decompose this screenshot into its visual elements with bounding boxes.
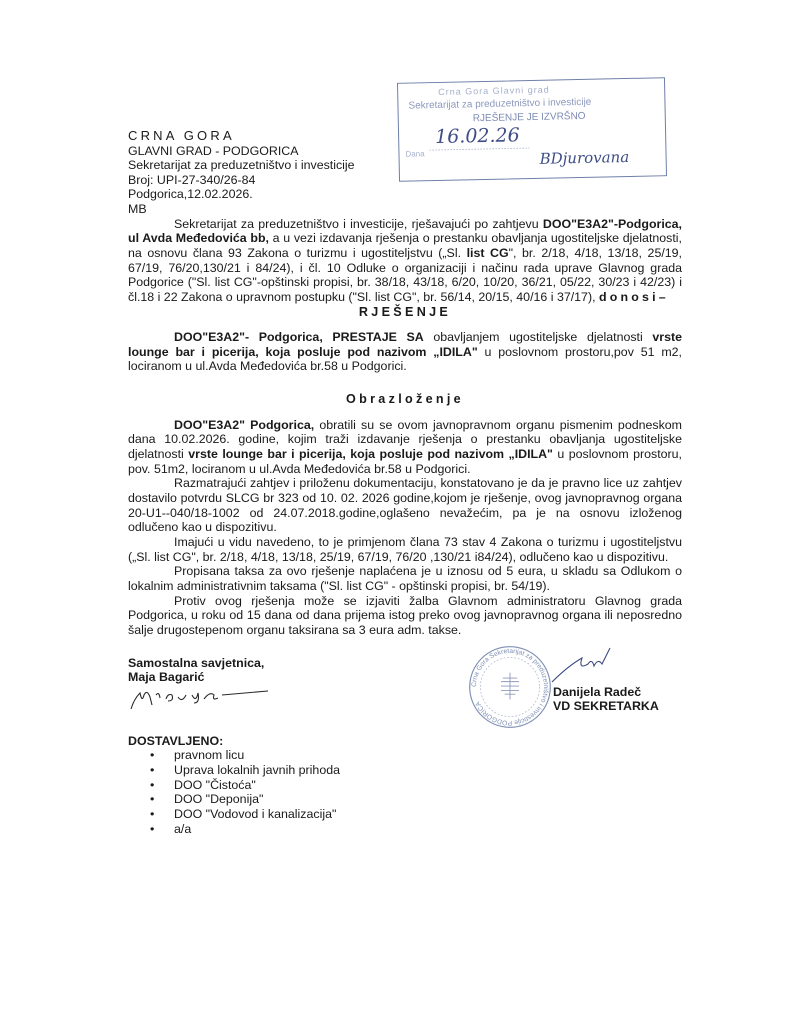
distribution-item xyxy=(150,763,682,778)
signature-left xyxy=(128,656,278,717)
decision-paragraph xyxy=(128,330,682,374)
handwritten-signature-left xyxy=(128,685,278,713)
explanation-heading: Obrazloženje xyxy=(346,392,464,407)
explanation-bold-2: vrste lounge bar i picerija, koja posluje pod nazivom „IDILA" xyxy=(188,447,553,462)
distribution-items xyxy=(128,748,682,836)
stamp-line-3: RJEŠENJE JE IZVRŠNO xyxy=(472,110,586,125)
distribution-item-label: a/a xyxy=(174,821,192,836)
explanation-paragraph-2: Razmatrajući zahtjev i priloženu dokumentaciju, konstatovano je da je pravno lice uz zahtjev dostavilo potvrdu SLCG br 323 od 10. 02. 2026 godine,kojom je rješenje, ovog javnopravnog organa 20-U1--040/18-1002 od 24.07.2018.godine,oglašeno nevažećim, pa je na osnovu izloženog odlučeno kao u dispozitivu. xyxy=(128,476,682,535)
signatory-left-name: Maja Bagarić xyxy=(128,670,205,685)
distribution-item xyxy=(150,792,682,807)
intro-donosi: donosi– xyxy=(598,289,669,304)
intro-text-2: a u vezi izdavanja rješenja o prestanku obavljanja ugostiteljske djelatnosti, na osnovu xyxy=(128,231,682,260)
explanation-paragraph-4: Propisana taksa za ovo rješenje naplaćena je u iznosu od 5 eura, u skladu sa Odlukom o lokalnim administrativnim taksama ("Sl. list CG" - opštinski propisi, br. 54/19). xyxy=(128,564,682,593)
distribution-title: DOSTAVLJENO: xyxy=(128,733,224,748)
bullet-icon: • xyxy=(150,777,155,792)
signatory-right-title: VD SEKRETARKA xyxy=(553,699,659,714)
intro-text-1: Sekretarijat za preduzetništvo i investicije, rješavajući po zahtjevu xyxy=(174,216,543,231)
handwritten-signature-right xyxy=(548,644,618,684)
explanation-paragraph-3: Imajući u vidu navedeno, to je primjenom člana 73 stav 4 Zakona o turizmu i ugostiteljstvu („Sl. list CG", br. 2/18, 4/18, 13/18, 25/19, 67/19, 76/20 ,130/21 i84/24), odlučeno kao u dispozitivu. xyxy=(128,535,682,564)
bullet-icon: • xyxy=(150,762,155,777)
bullet-icon: • xyxy=(150,748,155,763)
distribution-item-label: Uprava lokalnih javnih prihoda xyxy=(174,762,340,777)
explanation-applicant: DOO"E3A2" Podgorica, xyxy=(174,417,315,432)
header-place-date: Podgorica,12.02.2026. xyxy=(128,187,253,202)
signature-right xyxy=(553,685,659,714)
signature-row xyxy=(128,647,682,726)
distribution-item xyxy=(150,748,682,763)
distribution-item-label: DOO "Vodovod i kanalizacija" xyxy=(174,806,337,821)
explanation-text-2: u poslovnom prostoru, pov. 51m2, lociranom u ul.Avda Međedovića br.58 u Podgorici. xyxy=(128,447,682,476)
stamp-date-label: Dana xyxy=(405,149,425,159)
distribution-list xyxy=(128,734,682,837)
distribution-item xyxy=(150,778,682,793)
header-initials: MB xyxy=(128,201,147,216)
intro-section xyxy=(128,217,682,320)
decision-bold-1: DOO"E3A2"- Podgorica, PRESTAJE SA xyxy=(174,330,424,345)
seal-emblem xyxy=(501,672,519,699)
intro-paragraph xyxy=(128,217,682,305)
intro-text-clana: člana xyxy=(192,245,223,260)
stamp-line-1: Crna Gora Glavni grad xyxy=(438,84,550,97)
explanation-paragraph-1 xyxy=(128,418,682,477)
signatory-right-name: Danijela Radeč xyxy=(553,684,642,699)
explanation-paragraph-5: Protiv ovog rješenja može se izjaviti žalba Glavnom administratoru Glavnog grada Podgorica, u roku od 15 dana od dana prijema istog preko ovog javnopravnog organa ili neposredno šalje drugostepenom organu taksirana sa 3 eura adm. takse. xyxy=(128,593,682,637)
decision-bold-2: vrste lounge bar i picerija, koja posluje pod nazivom „IDILA" xyxy=(128,330,682,359)
header-number: Broj: UPI-27-340/26-84 xyxy=(128,172,256,187)
distribution-item-label: DOO "Čistoća" xyxy=(174,777,256,792)
distribution-item-label: pravnom licu xyxy=(174,748,245,763)
header-department: Sekretarijat za preduzetništvo i investicije xyxy=(128,158,355,173)
bullet-icon: • xyxy=(150,821,155,836)
signatory-left-title: Samostalna savjetnica, xyxy=(128,655,265,670)
document-body xyxy=(128,129,682,836)
decision-heading: RJEŠENJE xyxy=(358,304,452,319)
intro-text-4: ", br. 2/18, 4/18, 13/18, 25/19, 67/19, 76/20,130/21 i 84/24), i čl. 10 Odluke o organizaciji i načinu rada uprave Glavnog grada Podgorice ("Sl. list CG"-opštinski propisi, br. 38/18, 43/18, 6/20, 10/20, 36/21, 05/22, 30/23 i 42/23) i čl.18 i 22 Zakona o upravnom postupku ("Sl. list CG", br. 56/14, 20/15, 40/16 i 37/17), xyxy=(128,245,682,304)
intro-applicant: DOO"E3A2"-Podgorica, ul Avda Međedovića bb, xyxy=(128,216,682,246)
stamp-line-2: Sekretarijat za preduzetništvo i investicije xyxy=(408,96,592,112)
bullet-icon: • xyxy=(150,792,155,807)
official-round-seal xyxy=(467,644,553,730)
stamp-date: 16.02.26 xyxy=(434,124,520,149)
stamp-signature: BDjurovana xyxy=(539,147,630,168)
header-country: CRNA GORA xyxy=(128,128,235,143)
bullet-icon: • xyxy=(150,806,155,821)
distribution-item-label: DOO "Deponija" xyxy=(174,792,264,807)
distribution-item xyxy=(150,807,682,822)
decision-text-2: u poslovnom prostoru,pov 51 m2, lociranom u ul.Avda Međedovića br.58 u Podgorici. xyxy=(128,344,682,374)
explanation-text-1: obratili su se ovom javnopravnom organu pismenim podneskom dana 10.02.2026. godine, kojim traži izdavanje rješenja o prestanku obavljanja ugostiteljske djelatnosti xyxy=(128,417,682,462)
decision-text-1: obavljanjem ugostiteljske djelatnosti xyxy=(423,330,653,345)
document-header xyxy=(128,129,378,217)
header-city: GLAVNI GRAD - PODGORICA xyxy=(128,143,299,158)
explanation-section xyxy=(128,392,682,638)
intro-text-3: 93 Zakona o turizmu i ugostiteljstvu („Sl. xyxy=(222,245,467,260)
distribution-item xyxy=(150,822,682,837)
intro-text-list: list CG xyxy=(466,245,509,260)
decision-section xyxy=(128,330,682,374)
seal-text: Crna Gora Sekretarijat za preduzetništvo i investicije PODGORICA xyxy=(470,647,550,726)
